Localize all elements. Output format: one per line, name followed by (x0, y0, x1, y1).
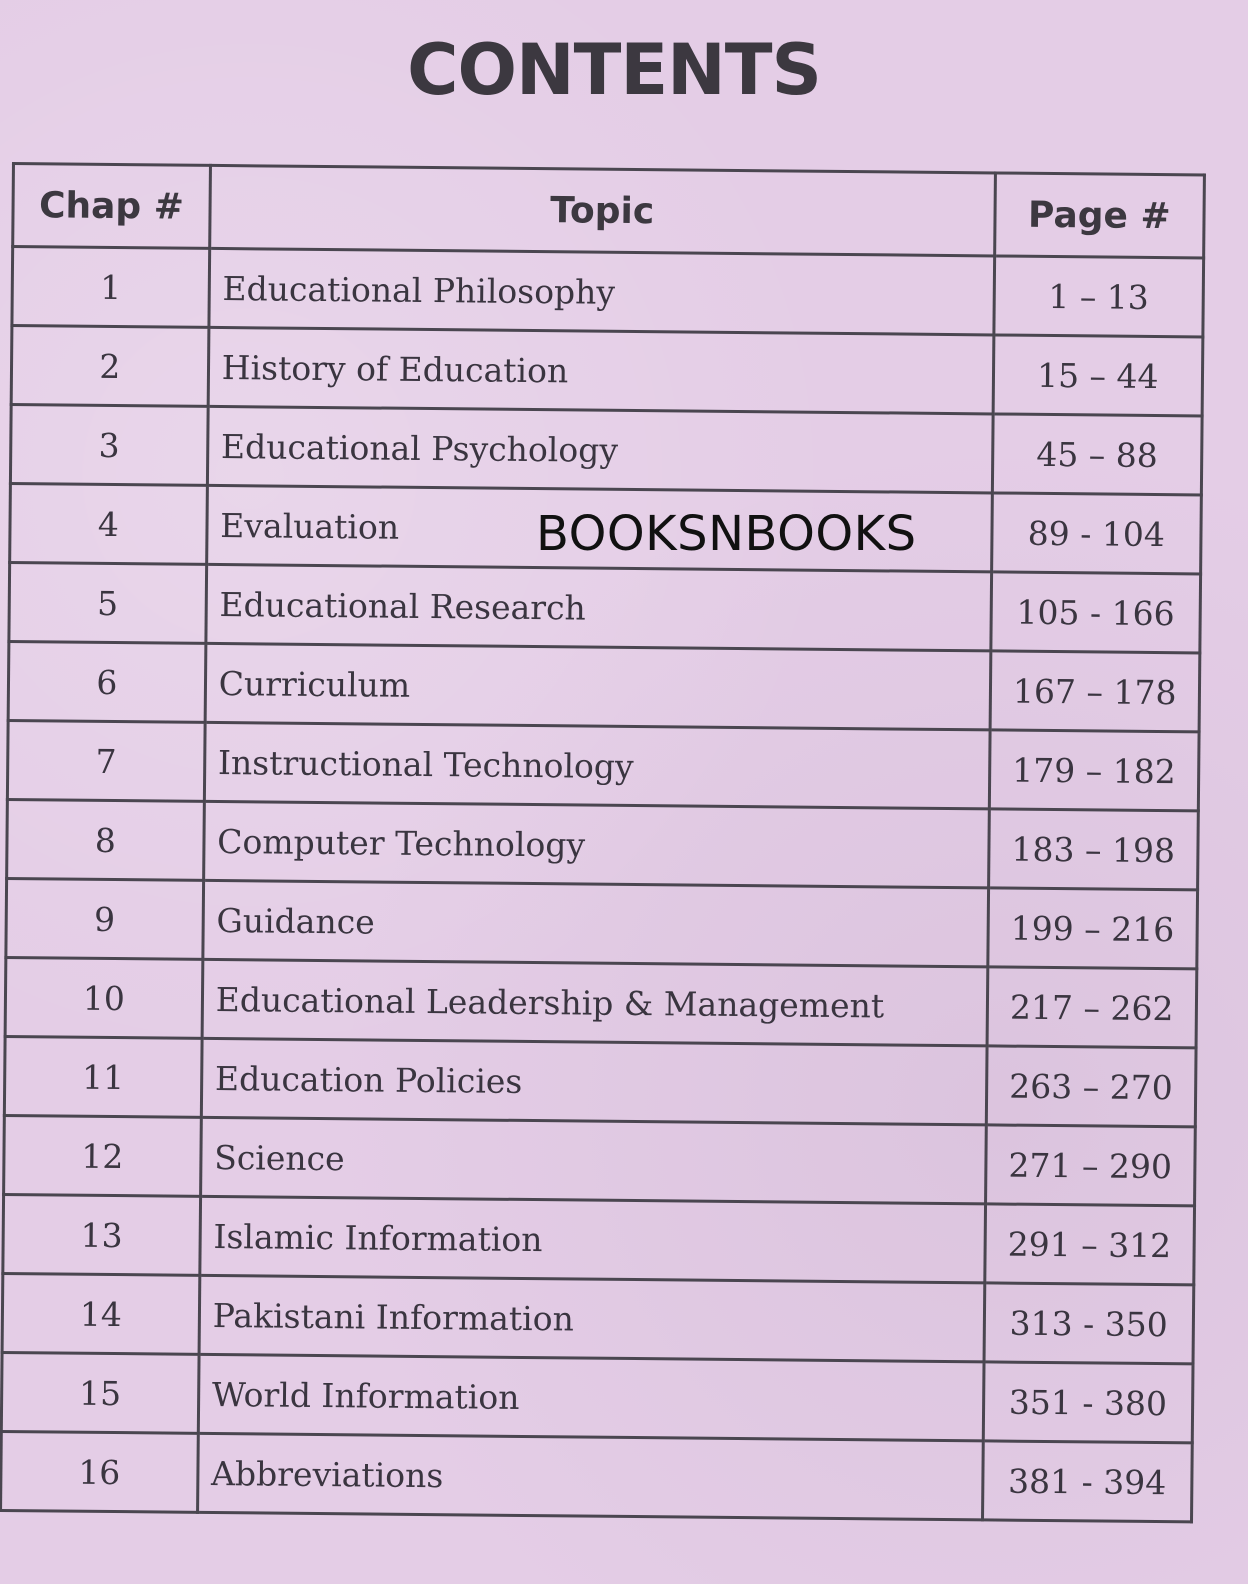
chapter-topic: Science (200, 1117, 986, 1204)
table-row (1, 1352, 1193, 1442)
table-row (1, 1431, 1193, 1521)
chapter-number: 7 (7, 720, 204, 801)
chapter-number: 16 (1, 1431, 198, 1512)
chapter-topic: Guidance (203, 880, 989, 967)
chapter-topic: Evaluation (206, 485, 992, 572)
chapter-number: 12 (4, 1115, 201, 1196)
page-range: 291 – 312 (984, 1204, 1194, 1285)
watermark-text: BOOKSNBOOKS (536, 506, 917, 562)
page-range: 313 - 350 (984, 1283, 1194, 1364)
table-row (9, 562, 1201, 652)
table-row (3, 1194, 1195, 1284)
table-row (7, 799, 1199, 889)
table-row (11, 326, 1203, 416)
table-row (12, 247, 1204, 337)
chapter-number: 4 (10, 483, 207, 564)
table-row (2, 1273, 1194, 1363)
table-row (5, 957, 1197, 1047)
chapter-number: 9 (6, 878, 203, 959)
table-row (6, 878, 1198, 968)
chapter-number: 3 (10, 405, 207, 486)
chapter-topic: Pakistani Information (199, 1275, 985, 1362)
page-range: 45 – 88 (992, 414, 1202, 495)
page-range: 199 – 216 (987, 888, 1197, 969)
chapter-number: 1 (12, 247, 209, 328)
chapter-topic: History of Education (208, 327, 994, 414)
page-range: 271 – 290 (985, 1125, 1195, 1206)
chapter-topic: Educational Philosophy (209, 248, 995, 335)
page-range: 105 - 166 (990, 572, 1200, 653)
chapter-number: 11 (4, 1036, 201, 1117)
chapter-number: 6 (8, 641, 205, 722)
chapter-number: 2 (11, 326, 208, 407)
chapter-topic: Education Policies (201, 1038, 987, 1125)
page-range: 381 - 394 (982, 1441, 1192, 1522)
chapter-number: 13 (3, 1194, 200, 1275)
chapter-topic: Educational Research (206, 564, 992, 651)
chapter-topic: Islamic Information (200, 1196, 986, 1283)
table-row (8, 641, 1200, 731)
chapter-number: 8 (7, 799, 204, 880)
page-range: 179 – 182 (989, 730, 1199, 811)
chapter-topic: Computer Technology (203, 801, 989, 888)
chapter-topic: World Information (198, 1354, 984, 1441)
chapter-number: 15 (1, 1352, 198, 1433)
page-header: Page # (994, 173, 1204, 258)
page-range: 167 – 178 (990, 651, 1200, 732)
contents-table (0, 162, 1206, 1523)
chap-header: Chap # (13, 164, 211, 249)
table-row (4, 1036, 1196, 1126)
page-range: 1 – 13 (993, 256, 1203, 337)
chapter-number: 10 (5, 957, 202, 1038)
page-range: 15 – 44 (993, 335, 1203, 416)
topic-header: Topic (209, 165, 995, 256)
chapter-topic: Curriculum (205, 643, 991, 730)
page-range: 351 - 380 (983, 1362, 1193, 1443)
chapter-topic: Educational Leadership & Management (202, 959, 988, 1046)
page-title: CONTENTS (407, 29, 821, 111)
page-range: 263 – 270 (986, 1046, 1196, 1127)
chapter-number: 14 (2, 1273, 199, 1354)
table-header-row (13, 164, 1205, 258)
chapter-topic: Abbreviations (197, 1433, 983, 1520)
table-row (7, 720, 1199, 810)
table-row (4, 1115, 1196, 1205)
chapter-topic: Educational Psychology (207, 406, 993, 493)
table-row (10, 405, 1202, 495)
chapter-number: 5 (9, 562, 206, 643)
page-range: 89 - 104 (991, 493, 1201, 574)
page-range: 217 – 262 (987, 967, 1197, 1048)
page-range: 183 – 198 (988, 809, 1198, 890)
chapter-topic: Instructional Technology (204, 722, 990, 809)
